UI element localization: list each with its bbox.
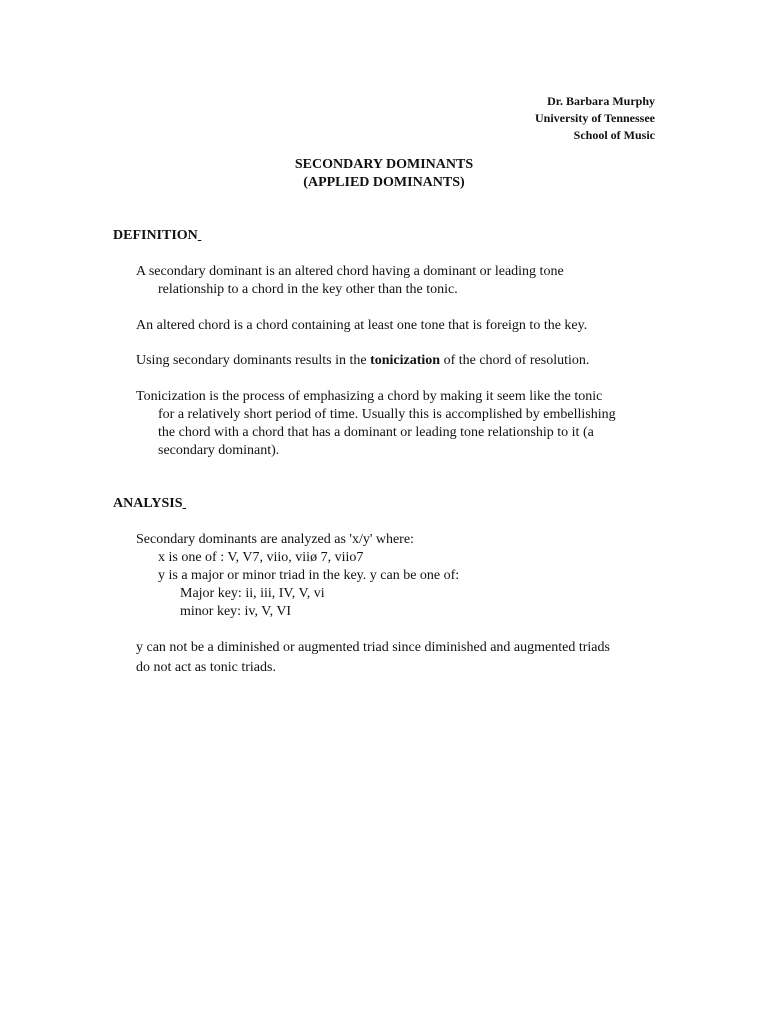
analysis-paragraph-1 <box>136 531 676 621</box>
heading-underline-mark <box>198 228 202 244</box>
analysis-p1-line-4: Major key: ii, iii, IV, V, vi <box>180 586 325 601</box>
analysis-p2-line-1: y can not be a diminished or augmented triad since diminished and augmented triads <box>136 640 610 655</box>
author-school: School of Music <box>573 128 655 142</box>
definition-p1-line-1: A secondary dominant is an altered chord having a dominant or leading tone <box>136 264 564 279</box>
analysis-paragraph-2 <box>136 638 610 678</box>
analysis-p2-line-2: do not act as tonic triads. <box>136 660 276 675</box>
analysis-heading <box>113 496 187 512</box>
analysis-p1-line-5: minor key: iv, V, VI <box>180 604 292 619</box>
analysis-p1-line-2: x is one of : V, V7, viio, viiø 7, viio7 <box>158 550 364 565</box>
analysis-heading-text: ANALYSIS <box>113 496 183 511</box>
title-line-1: SECONDARY DOMINANTS <box>294 157 474 172</box>
author-name: Dr. Barbara Murphy <box>547 94 655 108</box>
analysis-p1-line-3: y is a major or minor triad in the key. y can be one of: <box>158 568 460 583</box>
definition-heading-text: DEFINITION <box>113 228 198 243</box>
definition-p4-line-1: Tonicization is the process of emphasizing a chord by making it seem like the tonic <box>136 389 603 404</box>
definition-p4-line-4: secondary dominant). <box>158 443 280 458</box>
definition-paragraph-1 <box>136 263 676 299</box>
author-university: University of Tennessee <box>535 111 655 125</box>
definition-p4-line-2: for a relatively short period of time. Usually this is accomplished by embellishing <box>158 407 616 422</box>
author-block <box>535 93 655 144</box>
definition-p2-line: An altered chord is a chord containing at least one tone that is foreign to the key. <box>136 318 588 333</box>
definition-p3-line <box>136 352 676 370</box>
definition-paragraph-3 <box>136 352 676 370</box>
definition-heading <box>113 228 202 244</box>
analysis-p1-line-1: Secondary dominants are analyzed as 'x/y' where: <box>136 532 414 547</box>
definition-p3-before: Using secondary dominants results in the <box>136 353 371 368</box>
document-title <box>0 156 768 192</box>
tonicization-term: tonicization <box>370 353 441 368</box>
definition-paragraph-2 <box>136 317 676 335</box>
heading-underline-mark <box>183 496 187 512</box>
definition-p3-after: of the chord of resolution. <box>440 353 590 368</box>
title-line-2: (APPLIED DOMINANTS) <box>303 175 465 190</box>
definition-p4-line-3: the chord with a chord that has a dominant or leading tone relationship to it (a <box>158 425 594 440</box>
definition-paragraph-4 <box>136 388 676 460</box>
definition-p1-line-2: relationship to a chord in the key other than the tonic. <box>158 282 458 297</box>
